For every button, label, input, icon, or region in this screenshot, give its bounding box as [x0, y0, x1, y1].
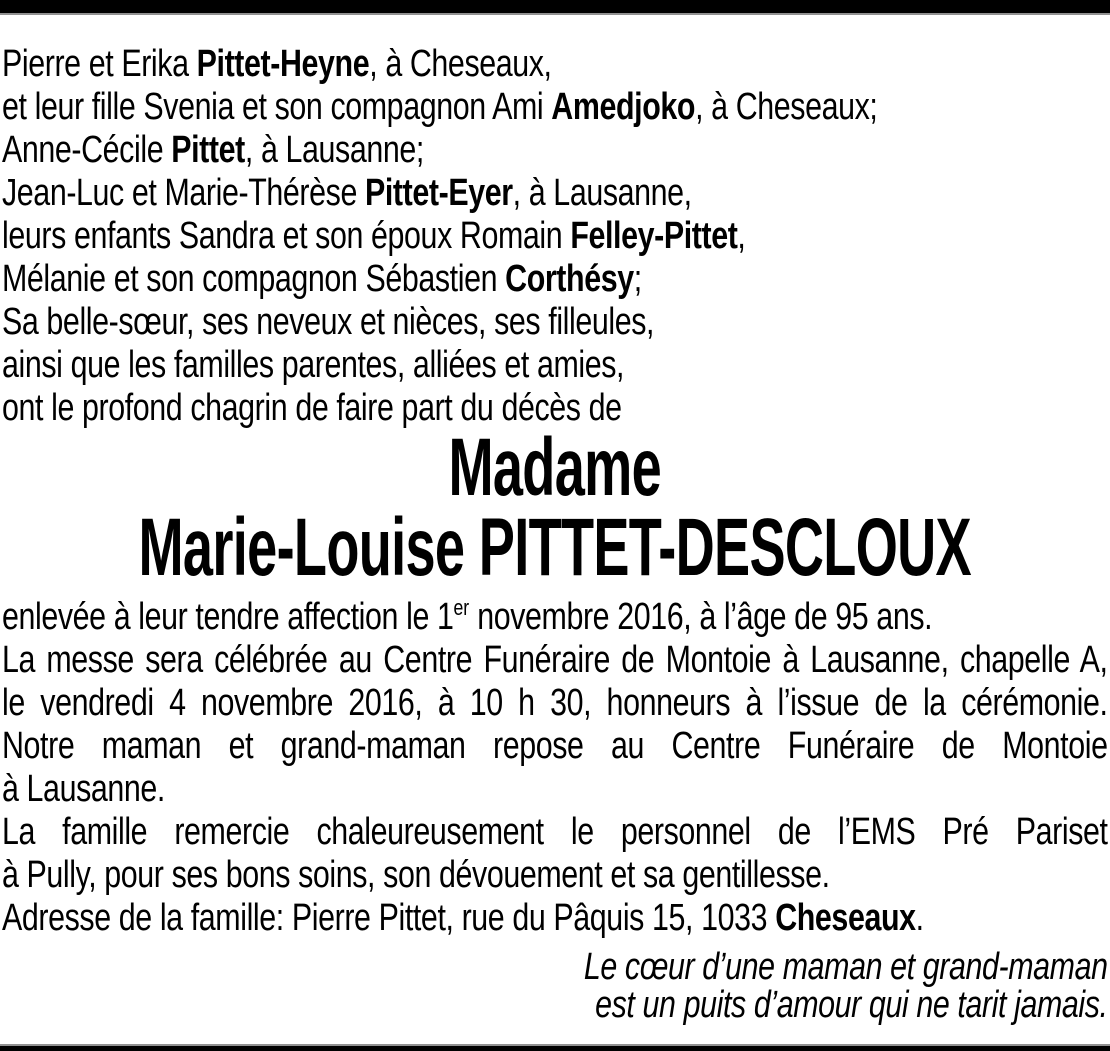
- family-line-text: Sa belle-sœur, ses neveux et nièces, ses filleules,: [2, 301, 655, 343]
- repose-line-2: à Lausanne.: [2, 768, 165, 810]
- deceased-name: Marie-Louise PITTET-DESCLOUX: [138, 502, 972, 593]
- family-name-bold: Pittet-Eyer: [365, 172, 513, 214]
- family-line-text: Anne-Cécile: [2, 129, 172, 171]
- death-date-text: enlevée à leur tendre affection le 1: [2, 596, 454, 638]
- family-line-4: [2, 172, 1108, 215]
- thanks-line-1: La famille remercie chaleureusement le personnel de l’EMS Pré Pariset: [2, 811, 1108, 853]
- family-line-text: , à Cheseaux;: [695, 86, 878, 128]
- family-line-text: , à Cheseaux,: [369, 43, 552, 85]
- family-line-text: et leur fille Svenia et son compagnon Ami: [2, 86, 552, 128]
- family-line-text: ,: [737, 215, 746, 257]
- deceased-title: Madame: [448, 422, 662, 513]
- family-line-text: Mélanie et son compagnon Sébastien: [2, 258, 506, 300]
- family-line-text: , à Lausanne,: [512, 172, 692, 214]
- family-line-2: [2, 86, 1108, 129]
- address-text: Adresse de la famille: Pierre Pittet, rue du Pâquis 15, 1033: [2, 897, 776, 939]
- address-city-bold: Cheseaux: [775, 897, 916, 939]
- ordinal-superscript: er: [453, 595, 470, 620]
- family-line-text: Jean-Luc et Marie-Thérèse: [2, 172, 366, 214]
- family-line-7: [2, 301, 1108, 344]
- family-line-6: [2, 258, 1108, 301]
- family-line-1: [2, 43, 1108, 86]
- family-line-text: ont le profond chagrin de faire part du décès de: [2, 387, 622, 429]
- memorial-quote-line-2: est un puits d’amour qui ne tarit jamais.: [595, 984, 1108, 1026]
- family-name-bold: Pittet-Heyne: [196, 43, 370, 85]
- death-date-text: novembre 2016, à l’âge de 95 ans.: [469, 596, 933, 638]
- ceremony-line-1: La messe sera célébrée au Centre Funéraire de Montoie à Lausanne, chapelle A,: [2, 639, 1108, 681]
- family-line-8: [2, 344, 1108, 387]
- family-list: [2, 43, 1108, 430]
- family-line-text: leurs enfants Sandra et son époux Romain: [2, 215, 571, 257]
- memorial-quote-line-1: Le cœur d’une maman et grand-maman: [583, 946, 1108, 988]
- top-rule: [0, 0, 1110, 15]
- family-line-text: ;: [633, 258, 642, 300]
- death-date-line: [2, 596, 1108, 639]
- family-line-5: [2, 215, 1108, 258]
- family-line-text: ainsi que les familles parentes, alliées et amies,: [2, 344, 625, 386]
- ceremony-line-2: le vendredi 4 novembre 2016, à 10 h 30, honneurs à l’issue de la cérémonie.: [2, 682, 1108, 724]
- family-name-bold: Amedjoko: [551, 86, 696, 128]
- memorial-quote: [2, 948, 1108, 1024]
- deceased-heading: [2, 422, 1108, 593]
- address-line: [2, 897, 1108, 940]
- family-name-bold: Corthésy: [505, 258, 634, 300]
- notice-details: [2, 596, 1108, 940]
- address-text: .: [915, 897, 924, 939]
- family-name-bold: Felley-Pittet: [570, 215, 738, 257]
- thanks-line-2: à Pully, pour ses bons soins, son dévouement et sa gentillesse.: [2, 854, 830, 896]
- family-line-3: [2, 129, 1108, 172]
- family-line-text: , à Lausanne;: [244, 129, 424, 171]
- family-line-text: Pierre et Erika: [2, 43, 197, 85]
- repose-line-1: Notre maman et grand-maman repose au Centre Funéraire de Montoie: [2, 725, 1108, 767]
- family-name-bold: Pittet: [171, 129, 245, 171]
- bottom-rule: [0, 1044, 1110, 1051]
